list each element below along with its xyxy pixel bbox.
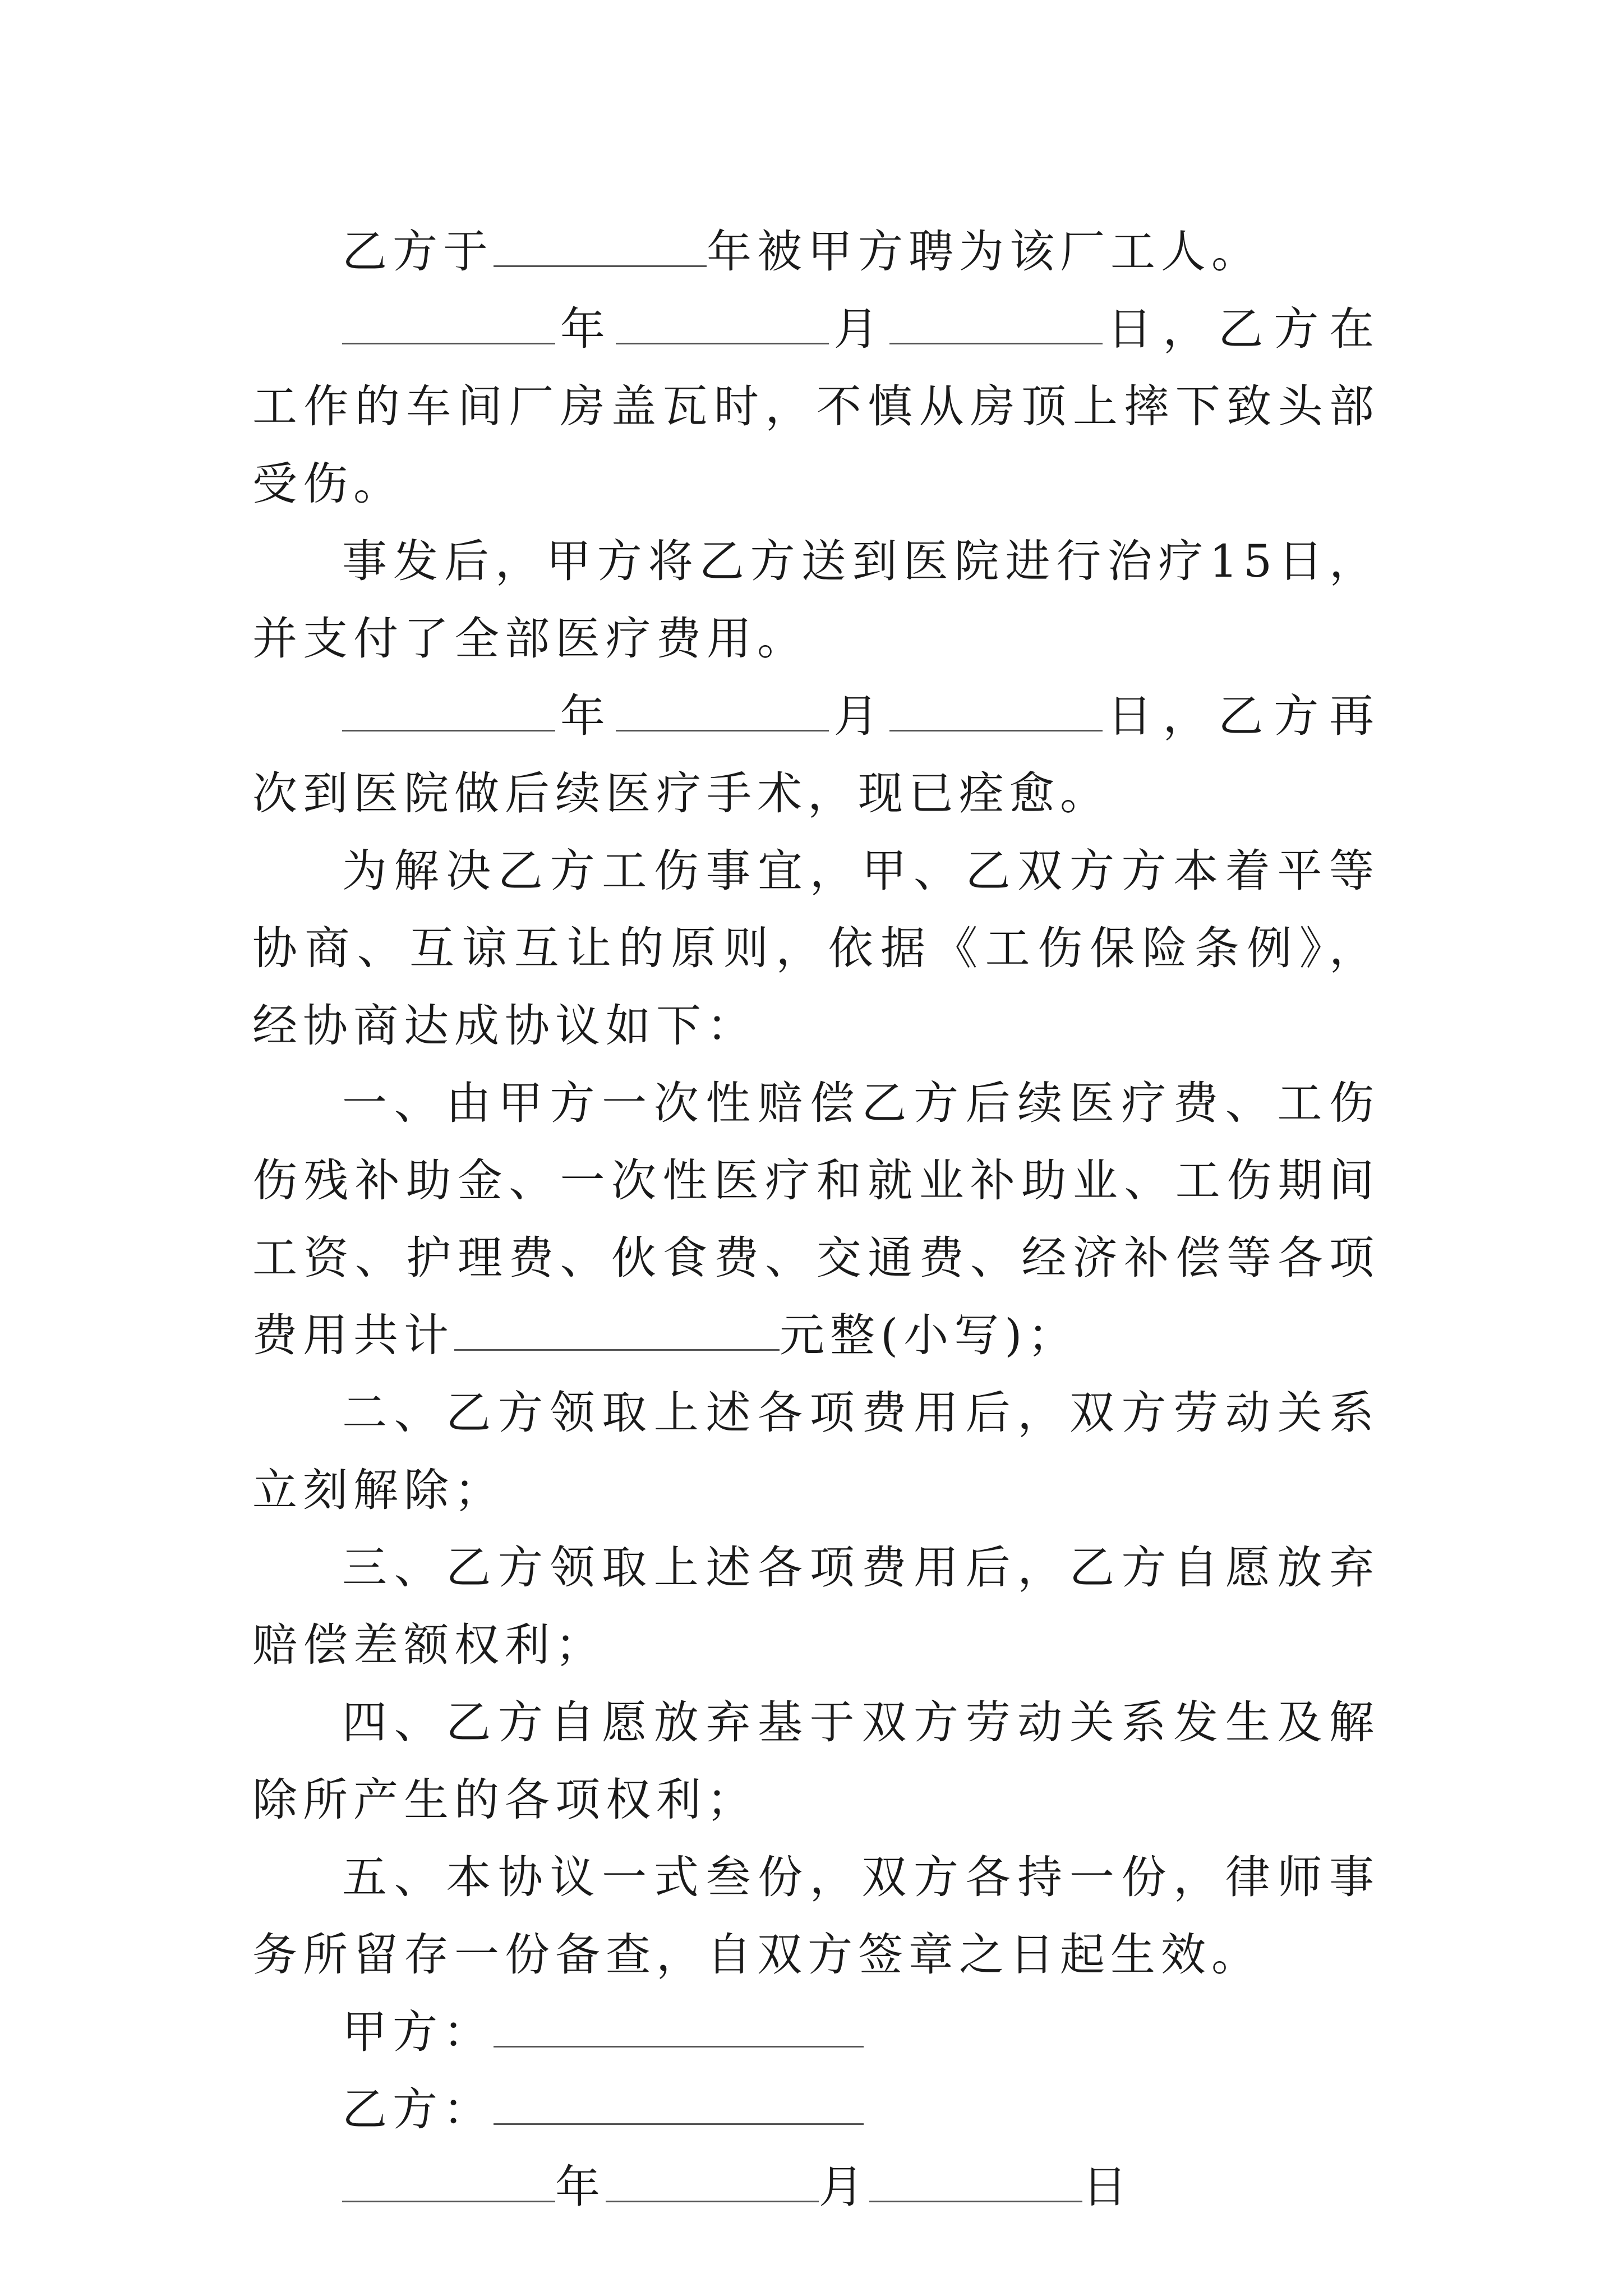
employment-year-blank[interactable] [494,229,707,267]
signing-month-blank[interactable] [606,2165,819,2202]
party-a-signature-blank[interactable] [494,2010,864,2047]
accident-paragraph [252,291,1380,523]
treatment-paragraph: 事发后，甲方将乙方送到医院进行治疗15日，并支付了全部医疗费用。 [252,535,1380,665]
clause-three: 三、乙方领取上述各项费用后，乙方自愿放弃赔偿差额权利； [252,1542,1380,1671]
employment-text-start: 乙方于 [342,226,494,278]
accident-year-label: 年 [555,303,616,355]
signing-month-label: 月 [819,2161,869,2213]
accident-year-blank[interactable] [342,307,555,344]
followup-year-blank[interactable] [342,694,555,731]
party-b-label: 乙方： [342,2083,494,2136]
party-b-signature [252,2071,1380,2148]
signing-year-label: 年 [555,2161,606,2213]
signing-year-blank[interactable] [342,2165,555,2202]
agreement-document [252,213,1380,2226]
followup-paragraph [252,678,1380,832]
party-b-signature-blank[interactable] [494,2087,864,2125]
clause-two: 二、乙方领取上述各项费用后，双方劳动关系立刻解除； [252,1387,1380,1516]
employment-paragraph [252,213,1380,291]
signing-day-blank[interactable] [869,2165,1082,2202]
accident-month-label: 月 [828,303,889,355]
followup-day-blank[interactable] [889,694,1103,731]
clause-one [252,1065,1380,1374]
clause-one-unit: 元整(小写)； [780,1309,1078,1361]
clause-one-text: 一、由甲方一次性赔偿乙方后续医疗费、工伤伤残补助金、一次性医疗和就业补助业、工伤期间工资、护理费、伙食费、交通费、经济补偿等各项费用共计 [252,1077,1380,1361]
party-a-label: 甲方： [342,2006,494,2058]
signing-day-label: 日 [1082,2161,1133,2213]
followup-month-blank[interactable] [616,694,829,731]
accident-month-blank[interactable] [616,307,829,344]
followup-year-label: 年 [555,690,616,742]
compensation-amount-blank[interactable] [454,1313,780,1351]
clause-four: 四、乙方自愿放弃基于双方劳动关系发生及解除所产生的各项权利； [252,1696,1380,1826]
signing-date [252,2148,1380,2226]
accident-day-blank[interactable] [889,307,1103,344]
followup-month-label: 月 [828,690,889,742]
accident-description: 日，乙方在工作的车间厂房盖瓦时，不慎从房顶上摔下致头部受伤。 [252,303,1380,510]
resolution-paragraph: 为解决乙方工伤事宜，甲、乙双方方本着平等协商、互谅互让的原则，依据《工伤保险条例》，经协商达成协议如下： [252,845,1380,1052]
followup-description: 日，乙方再次到医院做后续医疗手术，现已痊愈。 [252,690,1380,820]
party-a-signature [252,1994,1380,2071]
clause-five: 五、本协议一式叁份，双方各持一份，律师事务所留存一份备查，自双方签章之日起生效。 [252,1851,1380,1981]
employment-text-end: 年被甲方聘为该厂工人。 [707,226,1262,278]
